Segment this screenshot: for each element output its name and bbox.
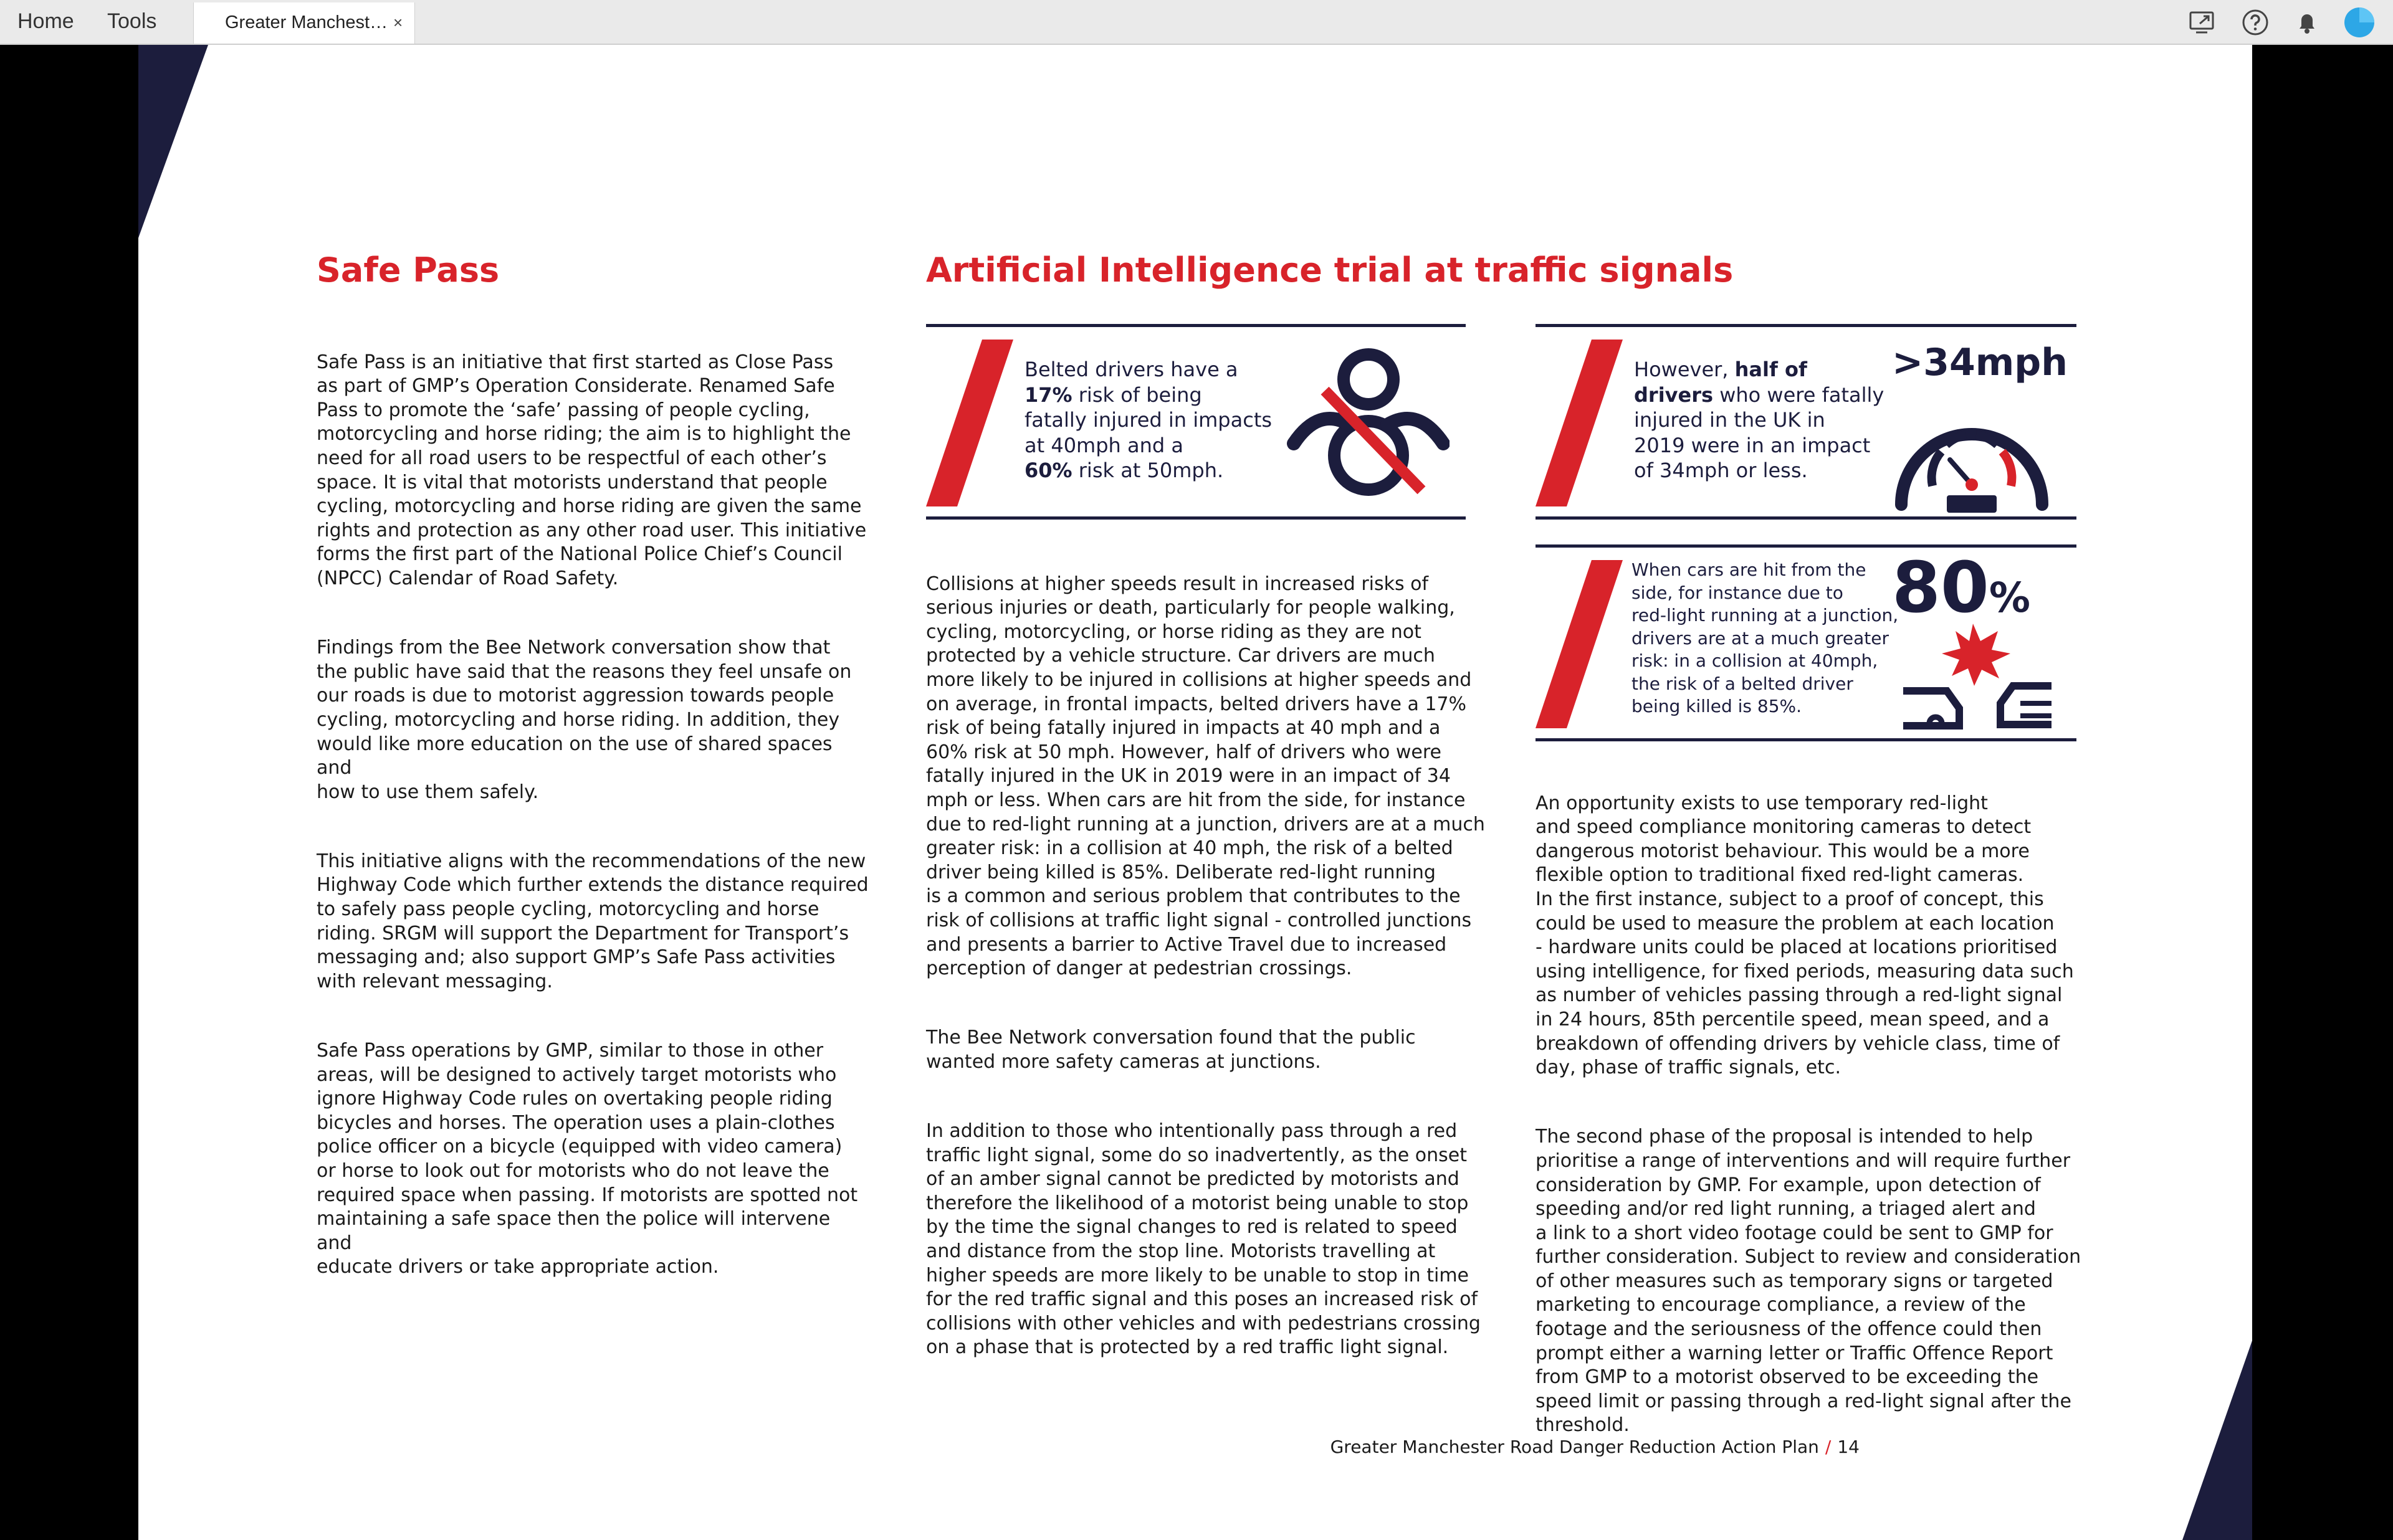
bell-icon[interactable] [2292, 7, 2322, 37]
speed-stat-box [1536, 324, 2076, 520]
ai-trial-body [926, 548, 1487, 1405]
tab-title: Greater Manchest… [225, 12, 388, 32]
nav-tools[interactable]: Tools [107, 9, 157, 33]
seatbelt-icon [1281, 341, 1450, 503]
seatbelt-stat-text: Belted drivers have a 17% risk of being fatally injured in impacts at 40mph and a 60% risk at 50mph. [1025, 358, 1273, 482]
paragraph: Safe Pass operations by GMP, similar to those in other areas, will be designed to actively target motorists who ignore Highway Code rules on overtaking people riding bicycles and horses. The operation uses a plain-clothes police officer on a bicycle (equipped with video camera) or horse to look out for motorists who do not leave the required space when passing. If motorists are spotted not maintaining a safe space then the police will intervene and educate drivers or take appropriate action. [317, 1040, 858, 1278]
speed-stat-text: However, half of drivers who were fatally injured in the UK in 2019 were in an impact of 34mph or less. [1634, 358, 1884, 482]
speedometer-icon [1888, 392, 2056, 514]
side-impact-stat-box [1536, 544, 2076, 741]
footer-title: Greater Manchester Road Danger Reduction Action Plan [1330, 1437, 1819, 1457]
seatbelt-stat-box [926, 324, 1466, 520]
ai-trial-heading: Artificial Intelligence trial at traffic signals [926, 250, 1734, 290]
paragraph: In addition to those who intentionally pass through a red traffic light signal, some do so inadvertently, as the onset of an amber signal cannot be predicted by motorists and therefore the likelihood of a motorist being unable to stop by the time the signal changes to red is related to speed and distance from the stop line. Motorists travelling at higher speeds are more likely to be unable to stop in time for the red traffic signal and this poses an increased risk of collisions with other vehicles and with pedestrians crossing on a phase that is protected by a red traffic light signal. [926, 1120, 1481, 1359]
page-footer [1330, 1437, 1860, 1457]
paragraph: This initiative aligns with the recommendations of the new Highway Code which further extends the distance required to safely pass people cycling, motorcycling and horse riding. SRGM will support the Department for Transport’s messaging and; also support GMP’s Safe Pass activities with relevant messaging. [317, 850, 869, 992]
red-slash-decoration [926, 340, 1020, 506]
safe-pass-heading: Safe Pass [317, 250, 500, 290]
paragraph: The second phase of the proposal is intended to help prioritise a range of interventions and will require further consideration by GMP. For example, upon detection of speeding and/or red light running, a triaged alert and a link to a short video footage could be sent to GMP for further consideration. Subject to review and consideration of other measures such as temporary signs or targeted marketing to encourage compliance, a review of the footage and the seriousness of the offence could then prompt either a warning letter or Traffic Offence Report from GMP to a motorist observed to be exceeding the speed limit or passing through a red-light signal after the threshold. [1536, 1126, 2081, 1437]
app-toolbar [0, 0, 2393, 45]
paragraph: Safe Pass is an initiative that first started as Close Pass as part of GMP’s Operation Considerate. Renamed Safe Pass to promote the ‘safe’ passing of people cycling, motorcycling and horse riding; the aim is to highlight the need for all road users to be respectful of each other’s space. It is vital that motorists understand that people cycling, motorcycling and horse riding are given the same rights and protection as any other road user. This initiative forms the first part of the National Police Chief’s Council (NPCC) Calendar of Road Safety. [317, 351, 867, 589]
tab-close-button[interactable]: × [393, 13, 403, 32]
red-slash-decoration [1536, 560, 1629, 728]
page-number: 14 [1837, 1437, 1860, 1457]
speed-stat-value: >34mph [1892, 341, 2068, 384]
help-icon[interactable] [2240, 7, 2270, 37]
document-tab[interactable] [193, 2, 415, 44]
side-impact-stat-text: When cars are hit from the side, for instance due to red-light running at a junction, drivers are at a much greater risk: in a collision at 40mph, the risk of a belted driver being killed is 85%. [1631, 559, 1899, 716]
car-crash-icon [1898, 624, 2054, 730]
paragraph: Findings from the Bee Network conversation show that the public have said that the reasons they feel unsafe on our roads is due to motorist aggression towards people cycling, motorcycling and horse riding. In addition, they would like more education on the use of shared spaces and how to use them safely. [317, 637, 852, 803]
paragraph: An opportunity exists to use temporary red-light and speed compliance monitoring cameras to detect dangerous motorist behaviour. This would be a more flexible option to traditional fixed red-light cameras. In the first instance, subject to a proof of concept, this could be used to measure the problem at each location - hardware units could be placed at locations prioritised using intelligence, for fixed periods, measuring data such as number of vehicles passing through a red-light signal in 24 hours, 85th percentile speed, mean speed, and a breakdown of offending drivers by vehicle class, time of day, phase of traffic signals, etc. [1536, 792, 2074, 1079]
safe-pass-body [317, 326, 871, 1325]
avatar-icon[interactable] [2343, 6, 2376, 39]
nav-home[interactable]: Home [17, 9, 74, 33]
red-slash-decoration [1536, 340, 1629, 506]
share-screen-icon[interactable] [2187, 7, 2217, 37]
footer-separator: / [1825, 1437, 1832, 1457]
document-page [138, 45, 2252, 1540]
paragraph: The Bee Network conversation found that the public wanted more safety cameras at junctions. [926, 1027, 1416, 1073]
camera-proposal-body [1536, 768, 2090, 1483]
corner-decoration-top [138, 45, 213, 244]
side-impact-stat-value: 80% [1892, 548, 2030, 629]
paragraph: Collisions at higher speeds result in increased risks of serious injuries or death, particularly for people walking, cycling, motorcycling, or horse riding as they are not protected by a vehicle structure. Car drivers are much more likely to be injured in collisions at higher speeds and on average, in frontal impacts, belted drivers have a 17% risk of being fatally injured in impacts at 40 mph and a 60% risk at 50 mph. However, half of drivers who were fatally injured in the UK in 2019 were in an impact of 34 mph or less. When cars are hit from the side, for instance due to red-light running at a junction, drivers are at a much greater risk: in a collision at 40 mph, the risk of a belted driver being killed is 85%. Deliberate red-light running is a common and serious problem that contributes to the risk of collisions at traffic light signal - controlled junctions and presents a barrier to Active Travel due to increased perception of danger at pedestrian crossings. [926, 573, 1485, 980]
corner-decoration-bottom [2176, 1341, 2252, 1540]
